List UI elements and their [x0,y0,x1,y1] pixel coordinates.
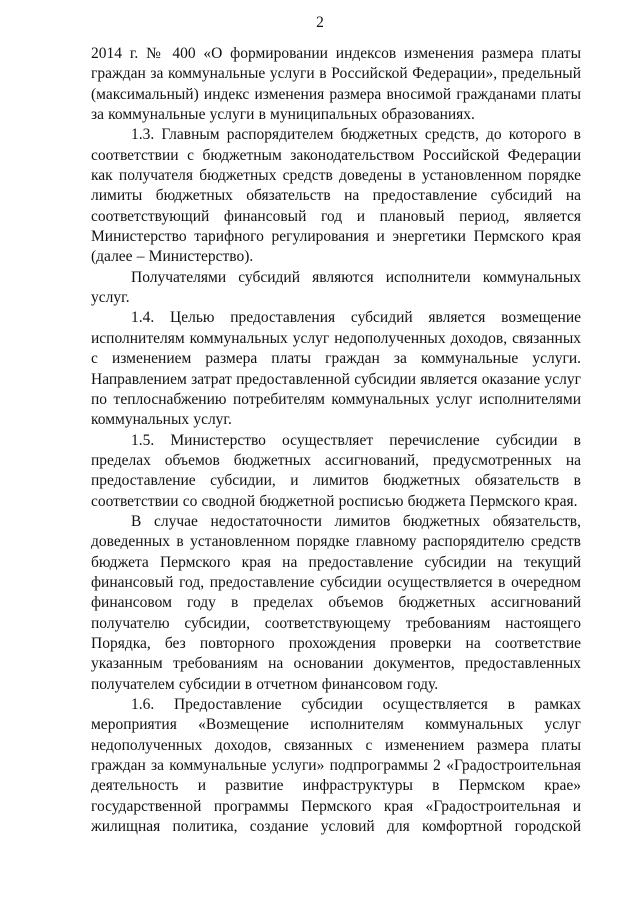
page-number: 2 [316,14,324,31]
paragraph-insufficiency: В случае недостаточности лимитов бюджетных обязательств, доведенных в установленном порядке главному распорядителю средств бюджета Пермского края на предоставление субсидии на текущий финансовый год, предоставление субсидии осуществляется в очередном финансовом году в пределах объемов бюджетных ассигнований получателю субсидии, соответствующему требованиям настоящего Порядка, без повторного прохождения проверки на соответствие указанным требованиям на основании документов, предоставленных получателем субсидии в отчетном финансовом году. [91,512,581,693]
document-body [91,44,581,837]
paragraph-1-5: 1.5. Министерство осуществляет перечисление субсидии в пределах объемов бюджетных ассигнований, предусмотренных на предоставление субсидии, и лимитов бюджетных обязательств в соответствии со сводной бюджетной росписью бюджета Пермского края. [91,431,581,510]
paragraph-continuation: 2014 г. № 400 «О формировании индексов изменения размера платы граждан за коммунальные услуги в Российской Федерации», предельный (максимальный) индекс изменения размера вносимой гражданами платы за коммунальные услуги в муниципальных образованиях. [91,45,581,124]
paragraph-recipients: Получателями субсидий являются исполнители коммунальных услуг. [91,268,581,307]
paragraph-1-6: 1.6. Предоставление субсидии осуществляется в рамках мероприятия «Возмещение исполнителям коммунальных услуг недополученных доходов, связанных с изменением размера платы граждан за коммунальные услуги» подпрограммы 2 «Градостроительная деятельность и развитие инфраструктуры в Пермском крае» государственной программы Пермского края «Градостроительная и жилищная политика, создание условий для комфортной городской [91,696,581,836]
paragraph-1-4: 1.4. Целью предоставления субсидий является возмещение исполнителям коммунальных услуг недополученных доходов, связанных с изменением размера платы граждан за коммунальные услуги. Направлением затрат предоставленной субсидии является оказание услуг по теплоснабжению потребителям коммунальных услуг исполнителями коммунальных услуг. [91,309,581,429]
paragraph-1-3: 1.3. Главным распорядителем бюджетных средств, до которого в соответствии с бюджетным законодательством Российской Федерации как получателя бюджетных средств доведены в установленном порядке лимиты бюджетных обязательств на предоставление субсидий на соответствующий финансовый год и плановый период, является Министерство тарифного регулирования и энергетики Пермского края (далее – Министерство). [91,126,581,266]
